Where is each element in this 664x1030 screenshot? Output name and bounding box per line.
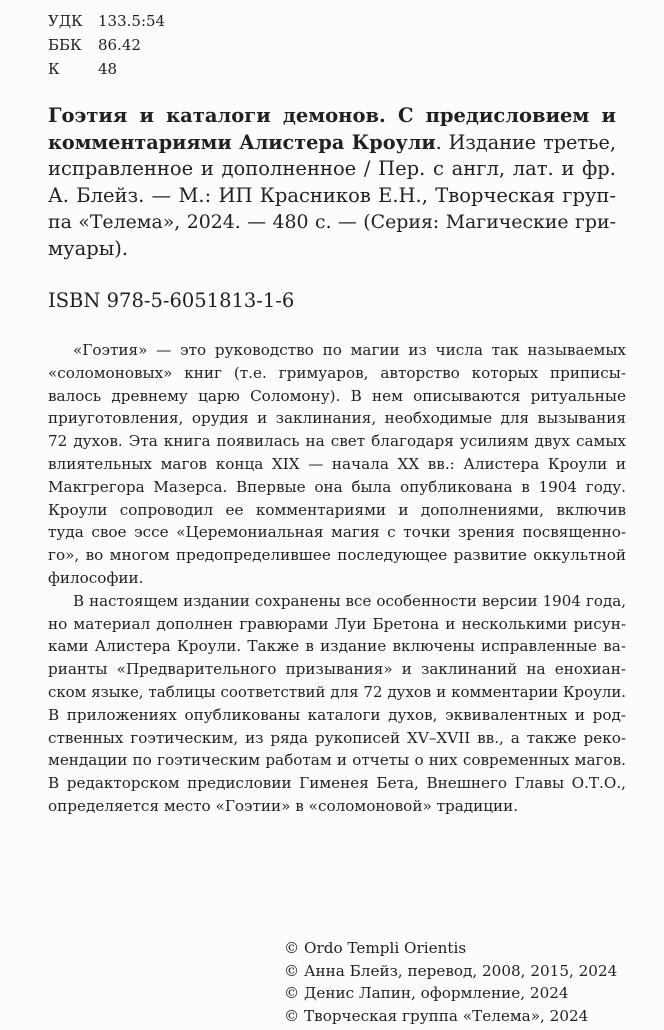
annotation-line: «Гоэтия» — это руководство по магии из числа так называемых — [73, 341, 626, 359]
copyright-line: © Творческая группа «Телема», 2024 — [284, 1006, 589, 1025]
classification-row-udk — [48, 9, 165, 33]
classification-value: 133.5:54 — [98, 12, 166, 30]
bibliography-line — [48, 209, 616, 236]
annotation-line: влиятельных магов конца XIX — начала XX вв.: Алистера Кроули и — [48, 454, 626, 473]
annotation-line: В редакторском предисловии Гименея Бета, Внешнего Главы О.Т.О., — [48, 774, 626, 793]
classification-value: 86.42 — [98, 36, 141, 54]
bibliography-line — [48, 183, 616, 210]
bibliography-text: . Издание третье, — [435, 130, 616, 154]
book-title: Гоэтия и каталоги демонов. С предисловием и — [48, 104, 616, 127]
annotation-line: рианты «Предварительного призывания» и заклинаний на енохиан- — [48, 660, 626, 679]
annotation-line: 72 духов. Эта книга появилась на свет благодаря усилиям двух самых — [48, 432, 626, 451]
annotation-line: определяется место «Гоэтии» в «соломоновой» традиции. — [48, 796, 519, 815]
bibliography-line — [48, 236, 616, 263]
annotation-line: мендации по гоэтическим работам и отчеты о них современных магов. — [48, 751, 626, 770]
annotation-line: Кроули сопроводил ее комментариями и дополнениями, включив — [48, 500, 626, 519]
annotation-line: но материал дополнен гравюрами Луи Бретона и несколькими рисун- — [48, 614, 626, 633]
isbn: ISBN 978-5-6051813-1-6 — [48, 289, 295, 312]
annotation — [48, 339, 626, 818]
bibliography-text: исправленное и дополненное / Пер. с англ, лат. и фр. — [48, 157, 616, 180]
classification-key: К — [48, 60, 60, 78]
annotation-line: туда свое эссе «Церемониальная магия с точки зрения посвященно- — [48, 523, 626, 542]
bibliographic-description — [48, 103, 616, 262]
copyright-block — [284, 937, 617, 1027]
annotation-line: ственных гоэтическим, из ряда рукописей XV–XVII вв., а также реко- — [48, 728, 626, 747]
book-title: комментариями Алистера Кроули — [48, 130, 436, 154]
bibliography-text: А. Блейз. — М.: ИП Красников Е.Н., Творческая груп- — [48, 183, 616, 207]
annotation-line: Макгрегора Мазерса. Впервые она была опубликована в 1904 году. — [48, 477, 626, 496]
annotation-line: В настоящем издании сохранены все особенности версии 1904 года, — [73, 591, 626, 610]
classification-value: 48 — [98, 60, 118, 78]
bibliography-line — [48, 103, 616, 130]
classification-row-author-mark — [48, 57, 165, 81]
bibliography-text: па «Телема», 2024. — 480 с. — (Серия: Магические гри- — [48, 211, 616, 233]
copyright-line: © Денис Лапин, оформление, 2024 — [284, 984, 569, 1002]
classification-key: ББК — [48, 36, 82, 54]
annotation-line: приуготовления, орудия и заклинания, необходимые для вызывания — [48, 409, 626, 428]
copyright-line: © Анна Блейз, перевод, 2008, 2015, 2024 — [284, 961, 618, 980]
annotation-line: го», во многом предопределившее последующее развитие оккультной — [48, 546, 626, 565]
classification-key: УДК — [48, 12, 83, 30]
classification-block — [48, 9, 165, 81]
annotation-line: ками Алистера Кроули. Также в издание включены исправленные ва- — [48, 637, 626, 656]
annotation-line: валось древнему царю Соломону). В нем описываются ритуальные — [48, 386, 626, 405]
annotation-line: «соломоновых» книг (т.е. гримуаров, авторство которых приписы- — [48, 363, 626, 382]
classification-row-bbk — [48, 33, 165, 57]
annotation-line: философии. — [48, 568, 144, 587]
copyright-line: © Ordo Templi Orientis — [284, 939, 467, 957]
bibliography-line — [48, 130, 616, 157]
bibliography-text: муары). — [48, 236, 129, 260]
annotation-line: В приложениях опубликованы каталоги духов, эквивалентных и род- — [48, 705, 626, 724]
bibliography-line — [48, 156, 616, 183]
annotation-line: ском языке, таблицы соответствий для 72 духов и комментарии Кроули. — [48, 682, 626, 701]
